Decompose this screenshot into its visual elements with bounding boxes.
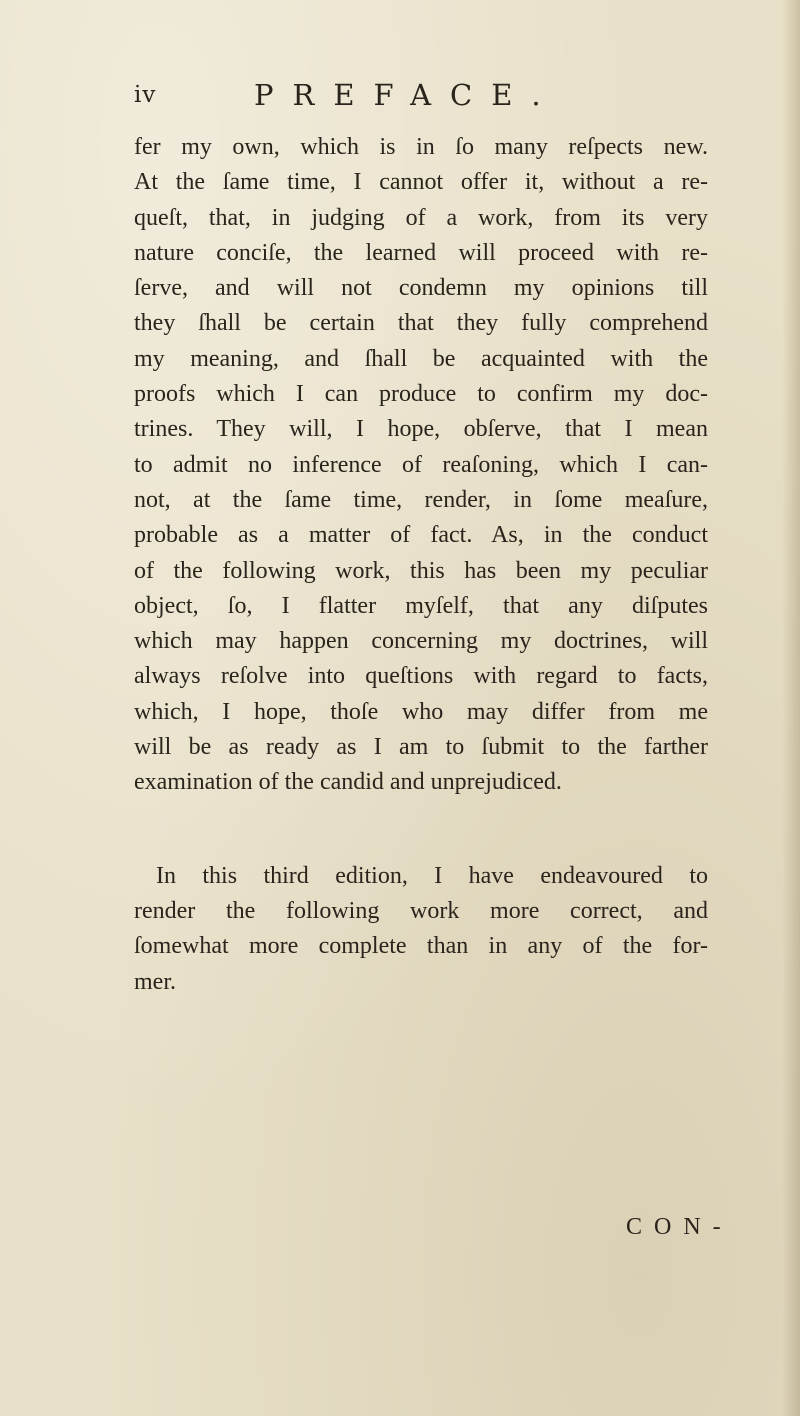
text-line: render the following work more correct, and — [134, 897, 708, 924]
text-line: ſomewhat more complete than in any of the for- — [134, 933, 708, 960]
text-line: which may happen concerning my doctrines, will — [134, 628, 708, 655]
page-edge-shadow — [782, 0, 800, 1416]
paragraph-2 — [134, 859, 708, 1000]
text-line: ſerve, and will not condemn my opinions till — [134, 275, 708, 302]
text-line: trines. They will, I hope, obſerve, that I mean — [134, 416, 708, 443]
page-header — [0, 78, 800, 118]
text-line: In this third edition, I have endeavoured to — [156, 862, 708, 889]
text-line: always reſolve into queſtions with regard to facts, — [134, 663, 708, 690]
paragraph-gap — [134, 801, 708, 859]
text-line: not, at the ſame time, render, in ſome meaſure, — [134, 486, 708, 513]
text-line: proofs which I can produce to confirm my doc- — [134, 381, 708, 408]
text-line: will be as ready as I am to ſubmit to the farther — [134, 734, 708, 761]
text-line: my meaning, and ſhall be acquainted with the — [134, 345, 708, 372]
page-number: iv — [134, 82, 157, 108]
catchword: CON- — [626, 1214, 733, 1240]
running-head: PREFACE. — [254, 78, 560, 112]
text-line: nature conciſe, the learned will proceed with re- — [134, 239, 708, 266]
text-line: fer my own, which is in ſo many reſpects new. — [134, 134, 708, 160]
text-line: they ſhall be certain that they fully comprehend — [134, 310, 708, 337]
text-line: which, I hope, thoſe who may differ from me — [134, 698, 708, 725]
text-line: mer. — [134, 968, 176, 995]
text-line: queſt, that, in judging of a work, from its very — [134, 204, 708, 231]
text-line: of the following work, this has been my peculiar — [134, 557, 708, 584]
body-text — [134, 130, 708, 1000]
text-line: to admit no inference of reaſoning, which I can- — [134, 451, 708, 478]
text-line: object, ſo, I flatter myſelf, that any diſputes — [134, 592, 708, 619]
text-line: probable as a matter of fact. As, in the conduct — [134, 522, 708, 549]
text-line: At the ſame time, I cannot offer it, without a re- — [134, 169, 708, 196]
text-line: examination of the candid and unprejudiced. — [134, 769, 562, 796]
paragraph-1 — [134, 130, 708, 801]
